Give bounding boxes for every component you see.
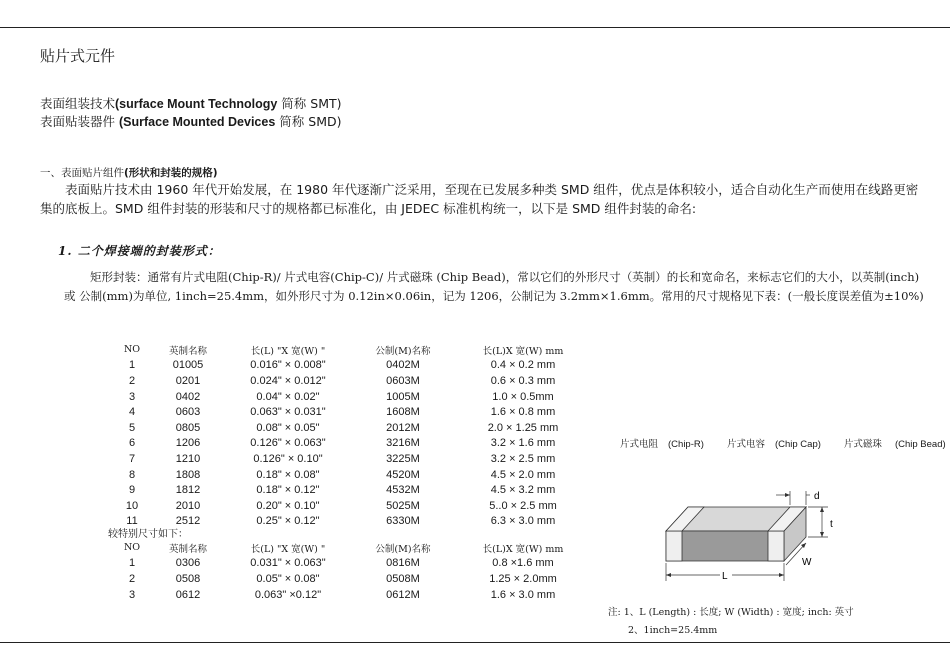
table-cell: 1808 bbox=[175, 468, 201, 481]
special-table-cell: 0508M bbox=[386, 572, 420, 585]
special-table-row bbox=[116, 571, 588, 587]
page-title: 贴片式元件 bbox=[40, 47, 116, 65]
table-cell: 2.0 × 1.25 mm bbox=[487, 421, 559, 434]
special-table-cell: 0612M bbox=[386, 588, 420, 601]
size-spec-table bbox=[116, 342, 588, 529]
table-cell: 3.2 × 1.6 mm bbox=[490, 437, 556, 450]
table-cell: 0.6 × 0.3 mm bbox=[490, 374, 556, 387]
table-cell: 5025M bbox=[386, 499, 420, 512]
table-header-cell: NO bbox=[123, 344, 141, 356]
table-cell: 3225M bbox=[386, 452, 420, 465]
table-row bbox=[116, 467, 588, 483]
table-cell: 0.4 × 0.2 mm bbox=[490, 359, 556, 372]
special-sizes-heading: 较特别尺寸如下： bbox=[108, 529, 188, 540]
table-cell: 4 bbox=[128, 406, 136, 419]
special-table-cell: 0.063" ×0.12" bbox=[254, 588, 322, 601]
chip-resistor-cn: 片式电阻 bbox=[620, 439, 659, 450]
table-cell: 1206 bbox=[175, 437, 201, 450]
chip-bead-en: (Chip Bead) bbox=[894, 439, 946, 450]
special-table-cell: 2 bbox=[128, 572, 136, 585]
table-cell: 2 bbox=[128, 374, 136, 387]
smt-en: (surface Mount Technology bbox=[115, 97, 278, 111]
table-cell: 6330M bbox=[386, 515, 420, 528]
table-cell: 6 bbox=[128, 437, 136, 450]
left-electrode bbox=[666, 531, 682, 561]
top-rule bbox=[0, 27, 950, 28]
dim-d-label: d bbox=[814, 491, 820, 502]
note-line-2: 2、1inch=25.4mm bbox=[628, 625, 718, 636]
special-table-cell: 1.25 × 2.0mm bbox=[489, 572, 557, 585]
chip-dimension-diagram bbox=[660, 485, 840, 585]
dim-l-label: L bbox=[722, 571, 728, 582]
table-row bbox=[116, 373, 588, 389]
table-cell: 1005M bbox=[386, 390, 420, 403]
table-cell: 0.024" × 0.012" bbox=[250, 374, 326, 387]
smt-abbr: 简称 SMT) bbox=[281, 96, 342, 111]
smd-cn: 表面贴装器件 bbox=[40, 114, 116, 129]
note-line-1: 注: 1、L (Length) : 长度; W (Width) : 宽度; inch: 英寸 bbox=[608, 607, 854, 618]
table-cell: 0.08" × 0.05" bbox=[256, 421, 320, 434]
table-cell: 7 bbox=[128, 452, 136, 465]
table-row bbox=[116, 358, 588, 374]
special-table-header-row bbox=[116, 540, 588, 556]
table-cell: 3.2 × 2.5 mm bbox=[490, 452, 556, 465]
special-table-cell: 0306 bbox=[175, 557, 201, 570]
table-cell: 5..0 × 2.5 mm bbox=[489, 499, 557, 512]
table-row bbox=[116, 482, 588, 498]
table-cell: 11 bbox=[126, 515, 138, 528]
section1-heading-cn: 一、表面贴片组件 bbox=[40, 167, 124, 179]
table-cell: 2512 bbox=[175, 515, 201, 528]
chip-front-face bbox=[666, 531, 784, 561]
chip-cap-en: (Chip Cap) bbox=[774, 439, 821, 450]
special-table-cell: 1 bbox=[128, 557, 136, 570]
special-table-row bbox=[116, 556, 588, 572]
table-row bbox=[116, 498, 588, 514]
table-cell: 0402 bbox=[175, 390, 201, 403]
table-row bbox=[116, 389, 588, 405]
special-table-cell: 0.05" × 0.08" bbox=[256, 572, 320, 585]
special-table-row bbox=[116, 587, 588, 603]
table-header-cell: 公制(M)名称 bbox=[375, 345, 431, 357]
section1-heading bbox=[40, 165, 218, 180]
table-header-row bbox=[116, 342, 588, 358]
special-table-cell: 1.6 × 3.0 mm bbox=[490, 588, 556, 601]
table-cell: 0603 bbox=[175, 406, 201, 419]
smd-abbr: 简称 SMD) bbox=[279, 114, 342, 129]
special-table-header-cell: 英制名称 bbox=[168, 543, 207, 555]
smd-line bbox=[40, 112, 341, 130]
table-cell: 1.6 × 0.8 mm bbox=[490, 406, 556, 419]
table-cell: 4532M bbox=[386, 484, 420, 497]
table-cell: 0.25" × 0.12" bbox=[256, 515, 320, 528]
table-cell: 0.04" × 0.02" bbox=[256, 390, 320, 403]
table-body bbox=[116, 358, 588, 530]
special-table-header-cell: 长(L) "X 宽(W) " bbox=[250, 543, 326, 555]
special-table-header-cell: NO bbox=[123, 542, 141, 554]
section2-paragraph: 矩形封装：通常有片式电阻(Chip-R)/ 片式电容(Chip-C)/ 片式磁珠 (Chip Bead)，常以它们的外形尺寸（英制）的长和宽命名，来标志它们的大小，以英制(inch) 或 公制(mm)为单位, 1inch=25.4mm，如外形尺寸为 0.12in×0.06in，记为 1206，公制记为 3.2mm×1.6mm。常用的尺寸规格见下表：(一般长度误差值为±10%) bbox=[64, 270, 924, 303]
right-electrode bbox=[768, 531, 784, 561]
table-cell: 4.5 × 2.0 mm bbox=[490, 468, 556, 481]
special-table-header-cell: 长(L)X 宽(W) mm bbox=[482, 543, 564, 555]
section1-paragraph: 表面贴片技术由 1960 年代开始发展，在 1980 年代逐渐广泛采用，至现在已发展多种类 SMD 组件，优点是体积较小，适合自动化生产而使用在线路更密集的底板上。SMD 组件封装的形装和尺寸的规格都已标准化，由 JEDEC 标准机构统一，以下是 SMD 组件封装的命名: bbox=[40, 182, 919, 216]
table-header-cell: 长(L)X 宽(W) mm bbox=[482, 345, 564, 357]
table-cell: 6.3 × 3.0 mm bbox=[490, 515, 556, 528]
table-cell: 0.20" × 0.10" bbox=[256, 499, 320, 512]
table-cell: 0.126" × 0.10" bbox=[253, 452, 323, 465]
special-table-cell: 0.8 ×1.6 mm bbox=[492, 557, 554, 570]
table-cell: 1.0 × 0.5mm bbox=[492, 390, 554, 403]
table-cell: 01005 bbox=[172, 359, 204, 372]
notes bbox=[608, 604, 854, 640]
special-table-cell: 0816M bbox=[386, 557, 420, 570]
special-size-table bbox=[116, 540, 588, 602]
chip-resistor-label bbox=[620, 439, 714, 450]
table-header-cell: 长(L) "X 宽(W) " bbox=[250, 345, 326, 357]
chip-resistor-en: (Chip-R) bbox=[668, 439, 704, 450]
table-cell: 1210 bbox=[175, 452, 201, 465]
smd-en: (Surface Mounted Devices bbox=[119, 115, 276, 129]
special-table-cell: 0.031" × 0.063" bbox=[250, 557, 326, 570]
table-row bbox=[116, 404, 588, 420]
chip-cap-label bbox=[727, 439, 831, 450]
section1-heading-paren: (形状和封装的规格) bbox=[124, 167, 218, 179]
table-cell: 1608M bbox=[386, 406, 420, 419]
dim-w-label: W bbox=[802, 557, 812, 568]
table-cell: 9 bbox=[128, 484, 136, 497]
smt-cn: 表面组装技术 bbox=[40, 96, 116, 111]
chip-bead-label bbox=[844, 439, 950, 450]
table-cell: 0201 bbox=[175, 374, 201, 387]
table-cell: 2010 bbox=[175, 499, 201, 512]
special-table-cell: 0508 bbox=[175, 572, 201, 585]
table-cell: 10 bbox=[125, 499, 139, 512]
table-cell: 0.126" × 0.063" bbox=[250, 437, 326, 450]
special-table-cell: 0612 bbox=[175, 588, 201, 601]
table-cell: 8 bbox=[128, 468, 136, 481]
table-cell: 5 bbox=[128, 421, 136, 434]
table-cell: 4520M bbox=[386, 468, 420, 481]
chip-bead-cn: 片式磁珠 bbox=[843, 439, 882, 450]
special-table-header-cell: 公制(M)名称 bbox=[375, 543, 431, 555]
table-row bbox=[116, 436, 588, 452]
section2-heading: 1. 二个焊接端的封装形式： bbox=[58, 244, 221, 258]
table-cell: 0.18" × 0.08" bbox=[256, 468, 320, 481]
chip-type-labels bbox=[620, 436, 950, 450]
table-cell: 0.18" × 0.12" bbox=[256, 484, 320, 497]
bottom-rule bbox=[0, 642, 950, 643]
table-cell: 1 bbox=[128, 359, 136, 372]
table-row bbox=[116, 451, 588, 467]
table-cell: 3 bbox=[128, 390, 136, 403]
table-row bbox=[116, 420, 588, 436]
dim-t-label: t bbox=[830, 519, 833, 530]
table-cell: 0.016" × 0.008" bbox=[250, 359, 326, 372]
special-table-cell: 3 bbox=[128, 588, 136, 601]
chip-cap-cn: 片式电容 bbox=[726, 439, 765, 450]
table-cell: 2012M bbox=[386, 421, 420, 434]
table-cell: 4.5 × 3.2 mm bbox=[490, 484, 556, 497]
table-cell: 3216M bbox=[386, 437, 420, 450]
table-cell: 0.063" × 0.031" bbox=[250, 406, 326, 419]
special-table-body bbox=[116, 556, 588, 603]
table-cell: 0603M bbox=[386, 374, 420, 387]
table-cell: 0805 bbox=[175, 421, 201, 434]
table-cell: 1812 bbox=[175, 484, 201, 497]
smt-line bbox=[40, 94, 342, 112]
table-cell: 0402M bbox=[386, 359, 420, 372]
table-header-cell: 英制名称 bbox=[168, 345, 207, 357]
